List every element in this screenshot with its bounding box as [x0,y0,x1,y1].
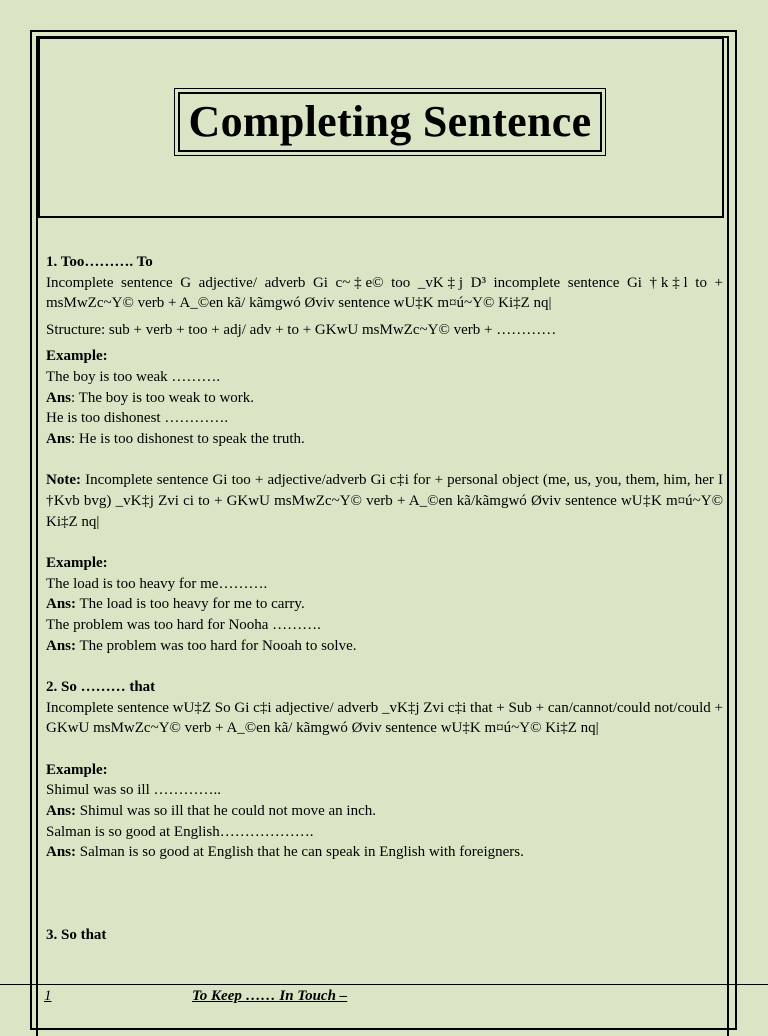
answer-line: Ans: Shimul was so ill that he could not move an inch. [46,803,376,820]
title-frame [178,92,602,152]
document-body [46,252,723,945]
answer-line: Ans: The load is too heavy for me to carry. [46,596,305,613]
answer-line: Ans: Salman is so good at English that he can speak in English with foreigners. [46,844,524,861]
page-number: 1 [44,988,52,1004]
answer-line: Ans: The problem was too hard for Nooah to solve. [46,637,357,654]
example-line: Shimul was so ill ………….. [46,782,222,799]
answer-line: Ans: The boy is too weak to work. [46,389,255,406]
answer-line: Ans: He is too dishonest to speak the truth. [46,430,305,447]
page-title: Completing Sentence [188,97,592,146]
footer-rule [0,984,768,985]
section-1-heading: 1. Too………. To [46,254,153,270]
section-2-intro: Incomplete sentence wU‡Z So Gi c‡i adjective/ adverb _vK‡j Zvi c‡i that + Sub + can/cannot/could not/could + GKwU msMwZc~Y© verb + A_©en kã/ kãmgwó Øviv sentence wU‡K m¤ú~Y© Ki‡Z nq| [46,699,723,737]
section-1-note: Note: Incomplete sentence Gi too + adjective/adverb Gi c‡i for + personal object (me, us, you, them, him, her I †Kvb bvg) _vK‡j Zvi ci to + GKwU msMwZc~Y© verb + A_©en kã/kãmgwó Øviv sentence wU‡K m¤ú~Y© Ki‡Z nq| [46,472,723,530]
title-box [174,88,606,156]
section-1-intro: Incomplete sentence G adjective/ adverb Gi c~‡e© too _vK‡j D³ incomplete sentence Gi †k‡l to + msMwZc~Y© verb + A_©en kã/ kãmgwó Øviv sentence wU‡K m¤ú~Y© Ki‡Z nq| [46,274,723,312]
example-label: Example: [46,761,108,778]
section-1-structure: Structure: sub + verb + too + adj/ adv + to + GKwU msMwZc~Y© verb + ………… [46,321,557,338]
example-line: The problem was too hard for Nooha ………. [46,616,321,633]
example-line: The load is too heavy for me………. [46,575,268,592]
example-line: He is too dishonest …………. [46,410,229,427]
example-line: The boy is too weak ………. [46,368,221,385]
footer-text: To Keep …… In Touch – [192,988,348,1004]
section-2-heading: 2. So ……… that [46,679,156,696]
example-label: Example: [46,555,108,572]
section-3-heading: 3. So that [46,926,107,943]
example-label: Example: [46,348,108,365]
example-line: Salman is so good at English………………. [46,823,314,840]
